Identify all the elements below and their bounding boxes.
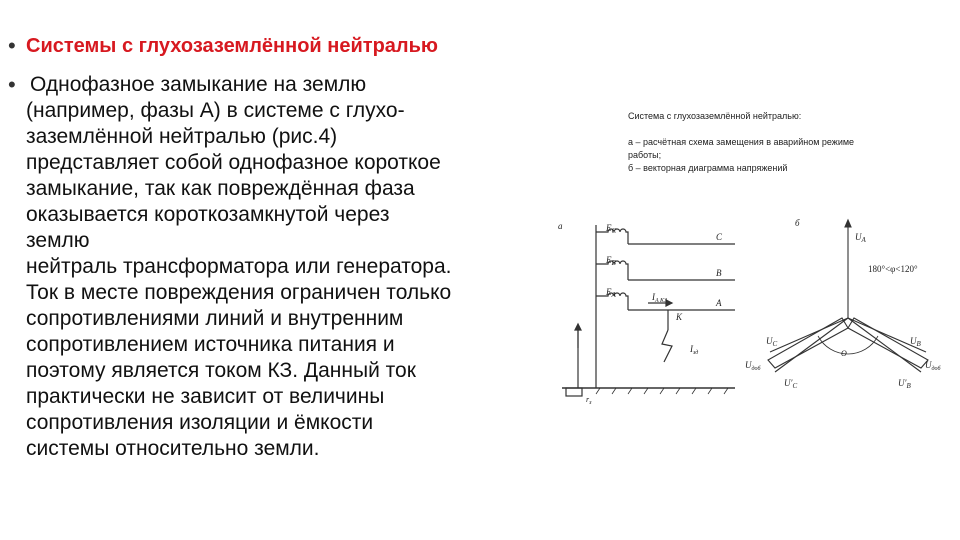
caption-a: а – расчётная схема замещения в аварийном режиме: [628, 137, 855, 147]
caption-title: Система с глухозаземлённой нейтралью:: [628, 111, 802, 121]
label-fault-point: K: [676, 312, 683, 322]
panel-a-label: а: [558, 221, 563, 231]
label-angle: 180°<φ<120°: [868, 264, 918, 274]
ground-hatching: [596, 388, 728, 394]
body-bullet: [8, 72, 561, 462]
label-phase-b: B: [716, 268, 722, 278]
label-ub-prime: $U'_B$: [898, 378, 911, 390]
label-earth-current: $I_{зд}$: [690, 344, 699, 356]
label-udob-left: $U_{доб}$: [745, 360, 761, 372]
body-line: Ток в месте повреждения ограничен только: [26, 281, 452, 304]
label-ub: $U_B$: [910, 336, 921, 348]
body-line: Однофазное замыкание на землю: [30, 73, 367, 96]
slide-title: Системы с глухозаземлённой нейтралью: [26, 35, 438, 57]
bullet-dot: •: [8, 33, 16, 58]
label-eb: $E_B$: [606, 255, 616, 267]
label-uc-prime: $U'_C$: [784, 378, 798, 390]
body-line: сопротивлениями линий и внутренним: [26, 307, 404, 330]
fault-arc: [662, 330, 672, 362]
bullet-dot: •: [8, 72, 16, 97]
label-phase-c: C: [716, 232, 723, 242]
title-bullet: [8, 33, 438, 59]
body-line: оказывается короткозамкнутой через: [26, 203, 390, 226]
body-line: замыкание, так как повреждённая фаза: [26, 177, 415, 200]
label-udob-right: $U_{доб}$: [925, 360, 941, 372]
body-paragraph: [26, 72, 561, 462]
circuit-and-vector-diagram: [555, 205, 960, 405]
label-fault-current: $I_{A КЗ}$: [652, 292, 668, 304]
label-ground-resistance: $r_з$: [586, 395, 592, 405]
caption-b: б – векторная диаграмма напряжений: [628, 163, 788, 173]
caption-a2: работы;: [628, 150, 662, 160]
body-line: (например, фазы А) в системе с глухо-: [26, 99, 405, 122]
ground-resistor: [566, 388, 582, 396]
angle-arc: [818, 336, 878, 354]
body-line: поэтому является током КЗ. Данный ток: [26, 359, 416, 382]
label-origin: O: [841, 349, 847, 358]
equivalent-circuit: [562, 225, 735, 396]
arrow-head: [575, 324, 581, 330]
body-line: заземлённой нейтралью (рис.4): [26, 125, 338, 148]
body-line: практически не зависит от величины: [26, 385, 385, 408]
label-ec: $E_C$: [606, 223, 617, 235]
label-phase-a: A: [716, 298, 722, 308]
body-line: системы относительно земли.: [26, 437, 320, 460]
label-ea: $E_A$: [606, 287, 616, 299]
label-uc: $U_C$: [766, 336, 778, 348]
body-line: нейтраль трансформатора или генератора.: [26, 255, 452, 278]
vector-uc-shape: [768, 318, 848, 368]
panel-b-label: б: [795, 218, 800, 228]
body-line: сопротивления изоляции и ёмкости: [26, 411, 374, 434]
body-line: землю: [26, 229, 90, 252]
body-line: сопротивлением источника питания и: [26, 333, 395, 356]
body-line: представляет собой однофазное короткое: [26, 151, 441, 174]
vector-diagram: [768, 220, 928, 372]
arrow-head: [845, 220, 851, 227]
label-ua: $U_A$: [855, 232, 866, 244]
figure-caption: [628, 110, 903, 175]
caption-gap: [628, 123, 903, 136]
